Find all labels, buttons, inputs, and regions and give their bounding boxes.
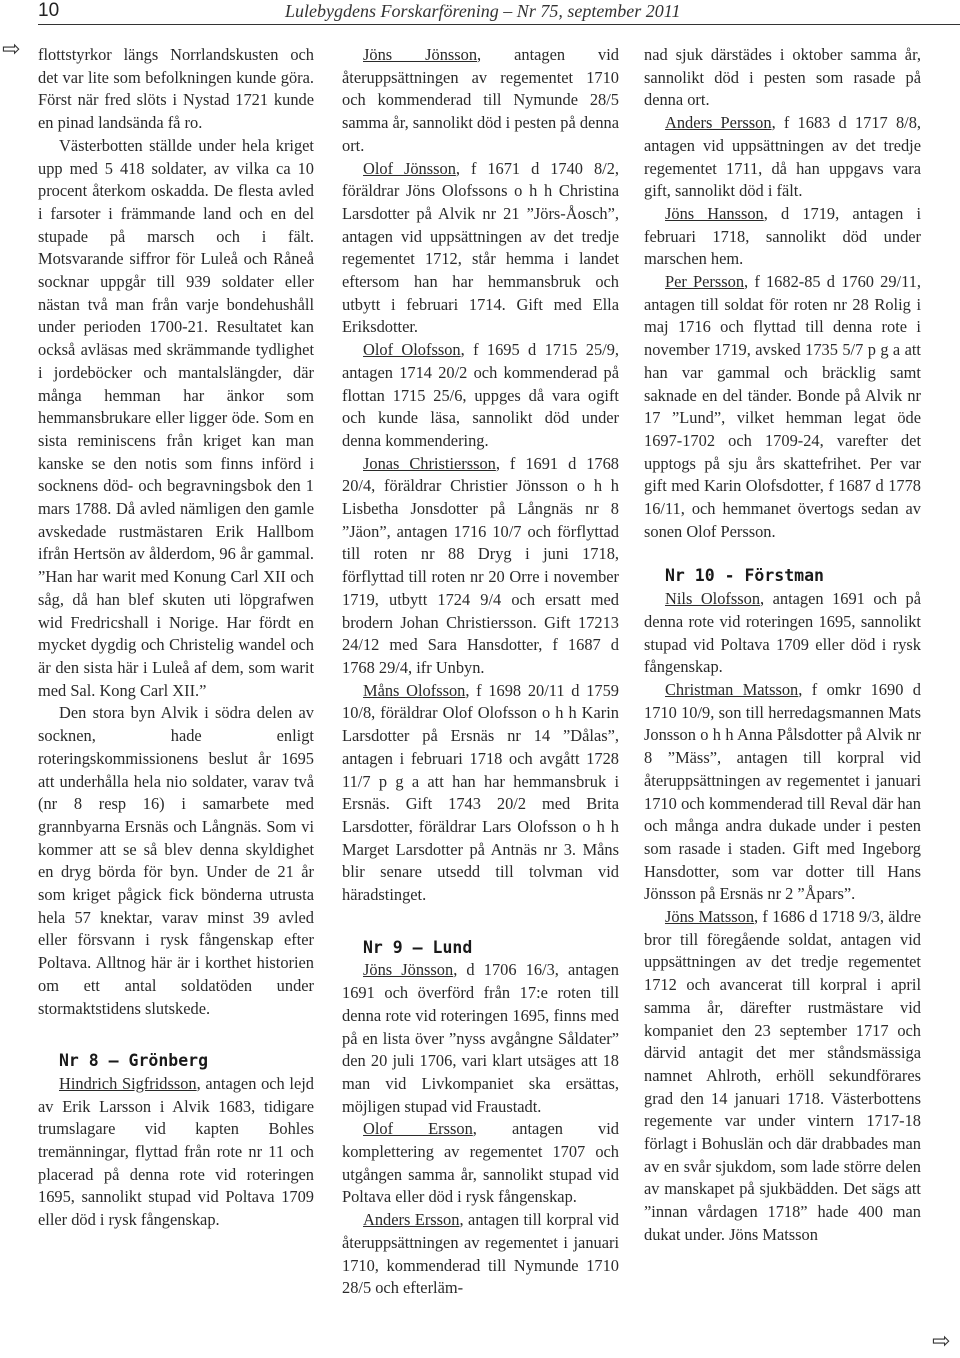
soldier-entry: Anders Ersson, antagen till korpral vid återuppsättningen av regementet i januari 1710, kommenderad till Nymunde 1710 28/5 och efterläm-: [342, 1210, 619, 1298]
column-2: [342, 44, 619, 1300]
soldier-entry: Måns Olofsson, f 1698 20/11 d 1759 10/8, föräldrar Olof Olofsson o h h Karin Larsdotter på Ersnäs nr 14 ”Dålas”, antagen i februari 1718 och avgått 1728 11/7 p g a att han har hemmansbruk i Ersnäs. Gift 1743 20/2 med Brita Larsdotter, föräldrar Lars Olofsson o h h Marget Larsdotter på Antnäs nr 3. Måns blir senare utsedd till tolvman vid häradstinget.: [342, 680, 619, 905]
soldier-entry: Nils Olofsson, antagen 1691 och på denna rote vid roteringen 1695, sannolikt stupad vid Poltava 1709 eller död i rysk fångenskap.: [644, 589, 921, 677]
continued-from-arrow-icon: ⇨: [2, 37, 21, 62]
soldier-name: Måns Olofsson: [363, 680, 466, 700]
paragraph: nad sjuk därstädes i oktober samma år, sannolikt död i pesten som rasade på denna ort.: [644, 45, 921, 110]
paragraph: Den stora byn Alvik i södra delen av socknen, hade enligt roteringskommissionens beslut år 1695 att underhålla hela nio soldater, varav två (nr 8 resp 16) i samarbete med grannbyarna Ersnäs och Långnäs. Som vi kommer att se så blev denna skyldighet en dryg börda för byn. Under de 21 år som kriget pågick fick bönderna utrusta hela 57 knektar, varav minst 39 avled eller försvann i rysk fångenskap efter Poltava. Alltnog här är i korthet historien om ett antal soldatöden under stormaktstidens slutskede.: [38, 703, 314, 1018]
soldier-name: Jöns Hansson: [665, 203, 764, 223]
running-title: Lulebygdens Forskarförening – Nr 75, september 2011: [285, 1, 681, 21]
paragraph: flottstyrkor längs Norrlandskusten och det var lite som befolkningen kunde göra. Först när fred slöts i Nystad 1721 kunde en pinad landsända få ro.: [38, 45, 314, 133]
section-heading-nr8: Nr 8 – Grönberg: [59, 1051, 209, 1071]
soldier-name: Nils Olofsson: [665, 589, 761, 609]
column-3: [644, 44, 921, 1247]
soldier-entry: Olof Olofsson, f 1695 d 1715 25/9, antagen 1714 20/2 och kommenderad på flottan 1715 25/6, uppges då vara ogift och kunde läsa, sannolikt död under denna kommendering.: [342, 340, 619, 450]
soldier-entry: Jonas Christiersson, f 1691 d 1768 20/4, föräldrar Christier Jönsson o h h Lisbetha Jonsdotter på Långnäs nr 8 ”Jäon”, antagen 1716 10/7 och förflyttad till roten nr 88 Dryg i juni 1718, förflyttad till roten nr 20 Orre i november 1719, utbytt 1724 9/4 och ersatt med brodern Johan Christiersson. Gift 17213 24/12 med Sara Hansdotter, f 1687 d 1768 29/4, ifr Unbyn.: [342, 453, 619, 677]
column-1: [38, 44, 314, 1232]
soldier-entry: Jöns Jönsson, d 1706 16/3, antagen 1691 och överförd från 17:e roten till denna rote vid roteringen 1695, finns med på en lista över ”nyss avgångne Såldater” den 20 juli 1706, vari klart utsäges att 18 man vid Livkompaniet ska ersättas, möjligen stupad vid Fraustadt.: [342, 960, 619, 1116]
soldier-name: Jöns Matsson: [665, 907, 755, 927]
paragraph: Västerbotten ställde under hela kriget upp med 5 418 soldater, av vilka ca 10 procent återkom oskadda. De flesta avled i farsoter i främmande land och en del stupade på marsch och i fält. Motsvarande siffror för Luleå och Råneå socknar uppgår till 939 soldater eller nästan två man från varje bondehushåll under perioden 1700-21. Resultatet kan också avläsas med skrämmande tydlighet i jordeböcker och mantalslängder, där många hemman har änkor som hemmansbrukare eller ligger öde. Som en sista reminiscens från kriget kan man kanske se den notis som finns införd i socknens död- och begravningsbok den 1 mars 1788. Då avled nämligen den gamle avskedade rustmästaren Erik Hallbom ifrån Hertsön av ålderdom, 96 år gammal. ”Han har warit med Konung Carl XII och såg, då han blef skuten uti löpgrafwen wid Fredricshall i Norige. Har fördt en mycket dygdig och Christelig wandel och är den sista här i Luleå af dem, som warit med Sal. Kong Carl XII.”: [38, 135, 314, 700]
soldier-entry: Hindrich Sigfridsson, antagen och lejd av Erik Larsson i Alvik 1683, tidigare trumslagare vid kapten Bohles tremänningar, flyttad från rote nr 11 och placerad på denna rote vid roteringen 1695, sannolikt stupad vid Poltava 1709 eller död i rysk fångenskap.: [38, 1073, 314, 1230]
page-number: 10: [38, 0, 60, 21]
soldier-name: Olof Olofsson: [363, 340, 461, 360]
soldier-name: Anders Ersson: [363, 1210, 460, 1230]
soldier-name: Hindrich Sigfridsson: [59, 1073, 197, 1093]
soldier-entry: Olof Jönsson, f 1671 d 1740 8/2, föräldrar Jöns Olofssons o h h Christina Larsdotter på Alvik nr 21 ”Jörs-Åosch”, antagen vid uppsättningen av det tredje regementet 1712, står hemma i landet eftersom han har hemmansbruk och utbytt i februari 1714. Gift med Ella Eriksdotter.: [342, 158, 619, 337]
soldier-name: Olof Jönsson: [363, 158, 456, 178]
section-heading-nr9: Nr 9 – Lund: [363, 937, 473, 957]
continues-arrow-icon: ⇨: [932, 1329, 951, 1354]
header-rule: [38, 24, 960, 25]
soldier-entry: Olof Ersson, antagen vid komplettering av regementet 1707 och utgången samma år, sannolikt stupad vid Poltava eller död i rysk fångenskap.: [342, 1119, 620, 1207]
soldier-name: Olof Ersson: [363, 1119, 473, 1139]
soldier-entry: Christman Matsson, f omkr 1690 d 1710 10/9, son till herredagsmannen Mats Jonsson o h h Anna Pålsdotter på Alvik nr 8 ”Mäss”, antagen till korpral vid återuppsättningen av regementet i januari 1710 och kommenderad till Reval där han och många andra dukade under i pesten som rasade i staden. Gift med Ingeborg Hansdotter, som var dotter till Hans Jönsson på Ersnäs nr 2 ”Åpars”.: [644, 679, 921, 904]
soldier-name: Jöns Jönsson: [363, 960, 454, 980]
soldier-entry: Jöns Jönsson, antagen vid återuppsättningen av regementet 1710 och kommenderad till Nymunde 28/5 samma år, sannolikt död i pesten på denna ort.: [342, 45, 619, 155]
section-heading-nr10: Nr 10 - Förstman: [665, 566, 824, 586]
soldier-entry: Per Persson, f 1682-85 d 1760 29/11, antagen till soldat för roten nr 28 Rolig i maj 1716 och flyttad till denna rote i november 1719, avsked 1735 5/7 p g a att han var gammal och bräcklig samt saknade en del tänder. Bonde på Alvik nr 17 ”Lund”, vilket hemman legat öde 1697-1702 och 1709-24, varefter det upptogs på sju års skattefrihet. Per var gift med Karin Olofsdotter, f 1687 d 1778 16/11, och hemmanet övertogs sedan av sonen Olof Persson.: [644, 272, 921, 541]
soldier-entry: Anders Persson, f 1683 d 1717 8/8, antagen vid uppsättningen av det tredje regementet 1711, då han uppgavs vara gift, sannolikt död i fält.: [644, 113, 921, 201]
page-header: [0, 0, 960, 24]
soldier-entry: Jöns Hansson, d 1719, antagen i februari 1718, sannolikt död under marschen hem.: [644, 203, 921, 269]
soldier-name: Anders Persson: [665, 113, 772, 133]
soldier-name: Jöns Jönsson: [363, 45, 478, 64]
soldier-entry: Jöns Matsson, f 1686 d 1718 9/3, äldre bror till föregående soldat, antagen vid uppsättningen av det tredje regementet 1712 och avancerat till korpral i april samma år, därefter rustmästare vid kompaniet den 23 september 1717 och därvid antagit det mer ståndsmässiga namnet Ahlroth, erhöll sekundförares grad den 14 januari 1718. Västerbottens regemente var under vintern 1717-18 förlagt i Bohuslän och där drabbades man av en svår sjukdom, som lade större delen av manskapet på sjukbädden. Det sägs att ”innan vårdagen 1718” hade 400 man dukat under. Jöns Matsson: [644, 907, 922, 1244]
soldier-name: Per Persson: [665, 272, 745, 292]
soldier-name: Jonas Christiersson: [363, 453, 496, 473]
soldier-name: Christman Matsson: [665, 679, 799, 699]
